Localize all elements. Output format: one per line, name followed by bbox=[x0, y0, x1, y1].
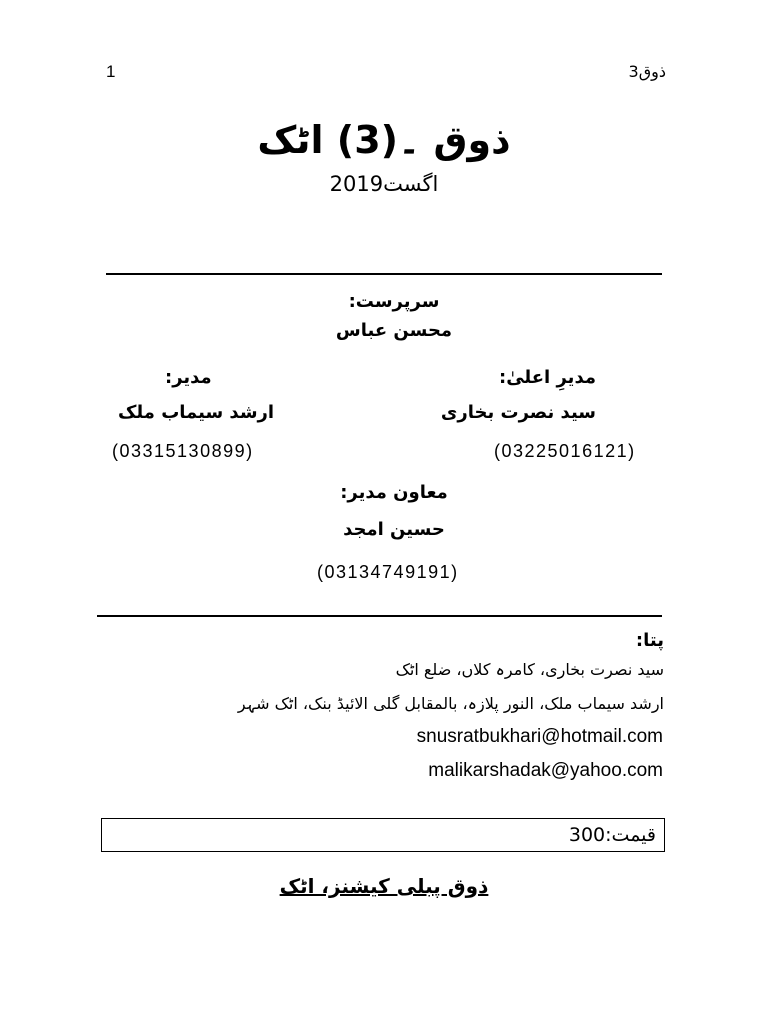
editor-label: مدیر: bbox=[165, 367, 212, 388]
associate-editor-phone: (03134749191) bbox=[317, 562, 459, 582]
issue-date: اگست2019 bbox=[329, 172, 439, 196]
page-number: 1 bbox=[106, 62, 116, 81]
magazine-title: ذوق ۔(3) اٹک bbox=[257, 118, 511, 162]
editor-name: ارشد سیماب ملک bbox=[118, 402, 275, 423]
email-link-2[interactable]: malikarshadak@yahoo.com bbox=[428, 760, 663, 781]
patron-label: سرپرست: bbox=[348, 291, 440, 312]
price-box bbox=[101, 818, 665, 852]
price-text: قیمت:300 bbox=[568, 824, 656, 846]
address-label: پتا: bbox=[635, 630, 664, 651]
associate-editor-label: معاون مدیر: bbox=[340, 482, 448, 503]
address-line-2: ارشد سیماب ملک، النور پلازہ، بالمقابل گلی الائیڈ بنک، اٹک شہر bbox=[237, 694, 664, 713]
chief-editor-phone: (03225016121) bbox=[494, 441, 636, 461]
divider-bottom bbox=[97, 615, 662, 617]
divider-top bbox=[106, 273, 662, 275]
email-link-1[interactable]: snusratbukhari@hotmail.com bbox=[416, 726, 663, 747]
associate-editor-name: حسین امجد bbox=[343, 519, 445, 540]
chief-editor-label: مدیرِ اعلیٰ: bbox=[499, 367, 596, 388]
running-title: ذوق3 bbox=[628, 62, 666, 81]
address-line-1: سید نصرت بخاری، کامرہ کلاں، ضلع اٹک bbox=[395, 660, 664, 679]
chief-editor-name: سید نصرت بخاری bbox=[440, 402, 596, 423]
editor-phone: (03315130899) bbox=[112, 441, 254, 461]
patron-name: محسن عباس bbox=[335, 320, 453, 341]
publisher-name: ذوق پبلی کیشنز، اٹک bbox=[279, 874, 489, 898]
